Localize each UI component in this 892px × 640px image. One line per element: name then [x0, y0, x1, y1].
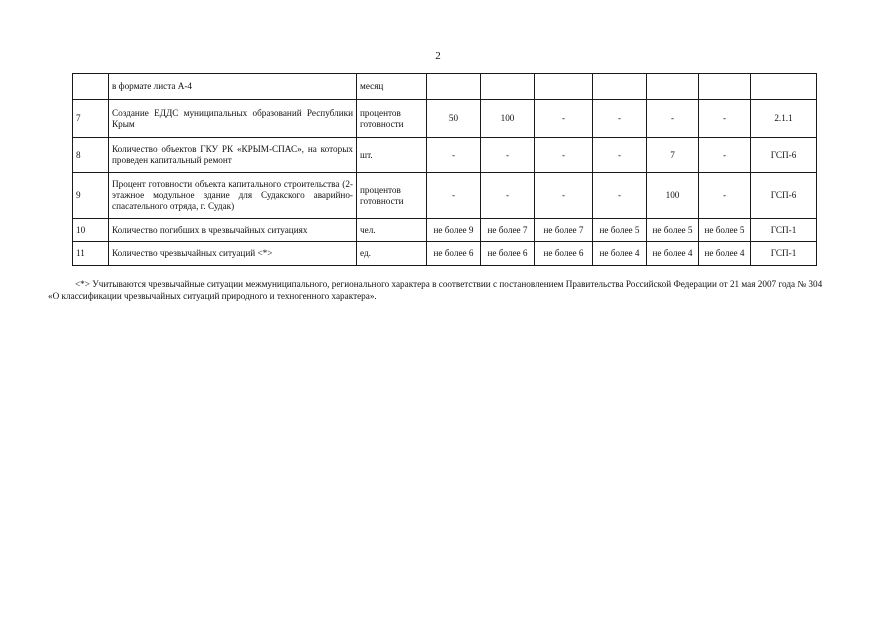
value-cell: 50	[427, 100, 481, 138]
value-cell: не более 5	[699, 219, 751, 242]
source-reference: ГСП-1	[751, 219, 817, 242]
value-cell: не более 4	[647, 242, 699, 266]
row-number: 8	[73, 138, 109, 173]
value-cell: -	[535, 138, 593, 173]
value-cell: -	[699, 138, 751, 173]
value-cell: -	[699, 173, 751, 219]
value-cell: не более 5	[593, 219, 647, 242]
value-cell: не более 6	[535, 242, 593, 266]
value-cell: -	[481, 138, 535, 173]
value-cell	[535, 74, 593, 100]
indicator-name: Количество чрезвычайных ситуаций <*>	[109, 242, 357, 266]
value-cell: 100	[647, 173, 699, 219]
indicator-name: в формате листа А-4	[109, 74, 357, 100]
unit-of-measure: шт.	[357, 138, 427, 173]
table-row	[73, 173, 817, 219]
value-cell	[481, 74, 535, 100]
unit-of-measure: процентов готовности	[357, 173, 427, 219]
value-cell	[699, 74, 751, 100]
value-cell: 7	[647, 138, 699, 173]
indicator-name: Процент готовности объекта капитального строительства (2-этажное модульное здание для Судакского аварийно-спасательного отряда, г. Судак)	[109, 173, 357, 219]
unit-of-measure: месяц	[357, 74, 427, 100]
unit-of-measure: процентов готовности	[357, 100, 427, 138]
value-cell: -	[481, 173, 535, 219]
value-cell: не более 9	[427, 219, 481, 242]
unit-of-measure: чел.	[357, 219, 427, 242]
value-cell: -	[427, 173, 481, 219]
indicators-table	[72, 73, 817, 266]
value-cell: -	[593, 138, 647, 173]
unit-of-measure: ед.	[357, 242, 427, 266]
row-number: 9	[73, 173, 109, 219]
source-reference	[751, 74, 817, 100]
value-cell: -	[535, 100, 593, 138]
value-cell: -	[535, 173, 593, 219]
source-reference: ГСП-6	[751, 173, 817, 219]
table-row	[73, 100, 817, 138]
value-cell	[647, 74, 699, 100]
footnote: <*> Учитываются чрезвычайные ситуации межмуниципального, регионального характера в соответствии с постановлением Правительства Российской Федерации от 21 мая 2007 года № 304 «О классификации чрезвычайных ситуаций природного и техногенного характера».	[48, 279, 823, 301]
value-cell: не более 4	[699, 242, 751, 266]
row-number: 11	[73, 242, 109, 266]
value-cell: -	[593, 100, 647, 138]
value-cell: -	[699, 100, 751, 138]
row-number: 7	[73, 100, 109, 138]
source-reference: ГСП-1	[751, 242, 817, 266]
value-cell: не более 4	[593, 242, 647, 266]
source-reference: 2.1.1	[751, 100, 817, 138]
value-cell: -	[593, 173, 647, 219]
table-row	[73, 138, 817, 173]
table-row	[73, 74, 817, 100]
value-cell: -	[427, 138, 481, 173]
value-cell	[427, 74, 481, 100]
table-row	[73, 219, 817, 242]
indicator-name: Создание ЕДДС муниципальных образований Республики Крым	[109, 100, 357, 138]
value-cell: не более 6	[481, 242, 535, 266]
value-cell: не более 7	[535, 219, 593, 242]
value-cell: не более 6	[427, 242, 481, 266]
value-cell: не более 7	[481, 219, 535, 242]
row-number: 10	[73, 219, 109, 242]
value-cell	[593, 74, 647, 100]
indicator-name: Количество объектов ГКУ РК «КРЫМ-СПАС», на которых проведен капитальный ремонт	[109, 138, 357, 173]
source-reference: ГСП-6	[751, 138, 817, 173]
value-cell: 100	[481, 100, 535, 138]
page-number: 2	[435, 50, 441, 62]
row-number	[73, 74, 109, 100]
table-row	[73, 242, 817, 266]
value-cell: -	[647, 100, 699, 138]
value-cell: не более 5	[647, 219, 699, 242]
indicator-name: Количество погибших в чрезвычайных ситуациях	[109, 219, 357, 242]
